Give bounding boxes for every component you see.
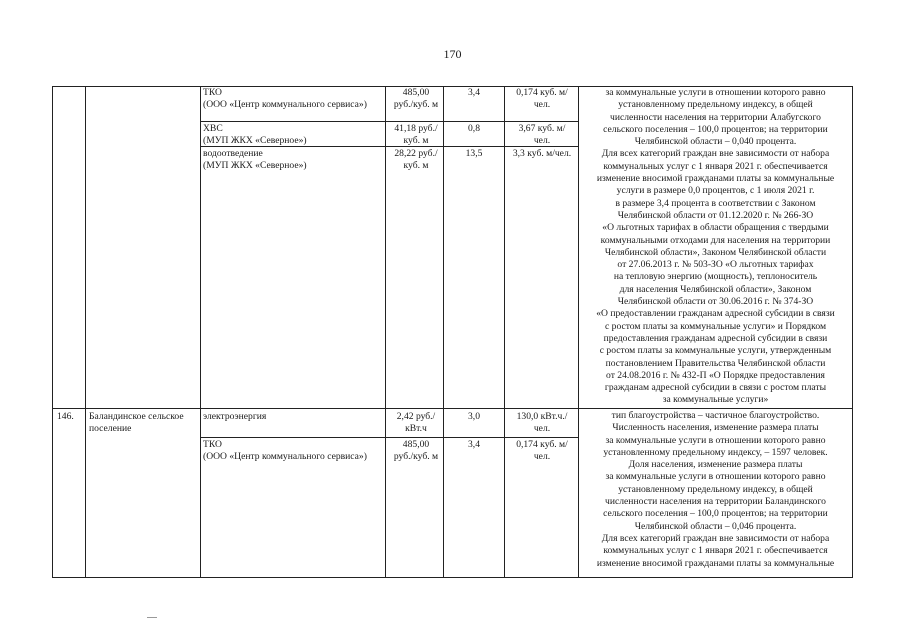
settlement-name: Баландинское сельское поселение (89, 411, 184, 435)
description-line: «О льготных тарифах в области обращения с твердыми (602, 222, 829, 234)
description-146 (580, 410, 851, 570)
column-divider (852, 86, 853, 578)
description-line: численности населения на территории Баландинского (605, 496, 826, 508)
description-line: «О предоставлении гражданам адресной субсидии в связи (596, 308, 835, 320)
description-line: на тепловую энергию (мощность), теплоноситель (613, 271, 818, 283)
description-line: за коммунальные услуги в отношении которого равно (605, 87, 826, 98)
index-electricity: 3,0 (468, 411, 480, 422)
description-line: Численность населения, изменение размера платы (612, 422, 819, 434)
description-line: сельского поселения – 100,0 процентов; на территории (603, 508, 828, 520)
column-divider (443, 86, 444, 578)
subrow-divider (200, 121, 578, 122)
description-line: тип благоустройства – частичное благоустройство. (611, 410, 820, 421)
description-line: от 27.06.2013 г. № 503-ЗО «О льготных тарифах (617, 259, 814, 271)
service-title: ХВС (203, 123, 223, 134)
norm-tko: 0,174 куб. м/чел. (516, 439, 568, 463)
column-divider (385, 86, 386, 578)
description-line: Челябинской области – 0,046 процента. (634, 520, 797, 532)
index-hvs: 0,8 (468, 123, 480, 134)
description-line: сельского поселения – 100,0 процентов; на территории (603, 123, 828, 135)
service-provider: (ООО «Центр коммунального сервиса») (203, 451, 367, 463)
description-line: услуги в размере 0,0 процентов, с 1 июля 2021 г. (616, 185, 815, 197)
service-name-tko (203, 87, 381, 112)
norm-electricity: 130,0 кВт.ч./чел. (516, 411, 568, 435)
description-line: Для всех категорий граждан вне зависимости от набора (601, 532, 830, 544)
description-line: установленному предельному индексу, – 1597 человек. (603, 446, 828, 458)
service-title: ТКО (203, 439, 222, 450)
norm-hvs: 3,67 куб. м/чел. (518, 123, 566, 147)
subrow-divider (200, 437, 578, 438)
description-line: изменение вносимой гражданами платы за коммунальные (596, 557, 835, 569)
description-line: в размере 3,4 процента в соответствии с Законом (615, 197, 816, 209)
description-line: численности населения на территории Алабугского (610, 111, 821, 123)
scan-mark (147, 617, 157, 618)
column-divider (200, 86, 201, 578)
description-line: для населения Челябинской области», Законом (619, 283, 812, 295)
description-line: с ростом платы за коммунальные услуги, утвержденным (599, 345, 832, 357)
table-bottom-border (52, 577, 853, 578)
column-divider (52, 86, 53, 578)
description-line: коммунальных услуг с 1 января 2021 г. обеспечивается (603, 160, 828, 172)
description-line: коммунальных услуг с 1 января 2021 г. обеспечивается (603, 545, 828, 557)
tariff-sewage: 28,22 руб./куб. м (394, 148, 438, 172)
service-name-hvs (203, 123, 381, 148)
description-line: от 24.08.2016 г. № 432-П «О Порядке предоставления (606, 369, 825, 381)
description-145 (580, 87, 851, 407)
description-line: за коммунальные услуги в отношении которого равно (605, 434, 826, 446)
column-divider (578, 86, 579, 578)
tariff-electricity: 2,42 руб./кВт.ч (396, 411, 436, 435)
service-name-tko (203, 439, 381, 464)
service-provider: (ООО «Центр коммунального сервиса») (203, 99, 367, 111)
description-line: Челябинской области – 0,040 процента. (634, 136, 797, 148)
service-title: ТКО (203, 87, 222, 98)
norm-tko: 0,174 куб. м/чел. (516, 87, 568, 111)
description-line: Челябинской области от 30.06.2016 г. № 374-ЗО (617, 296, 814, 308)
description-line: Челябинской области от 01.12.2020 г. № 266-ЗО (617, 209, 814, 221)
page-number: 170 (443, 47, 462, 61)
description-line: постановлением Правительства Челябинской области (605, 357, 826, 369)
description-line: изменение вносимой гражданами платы за коммунальные (596, 173, 835, 185)
service-provider: (МУП ЖКХ «Северное») (203, 160, 307, 172)
tariff-tko: 485,00 руб./куб. м (393, 87, 439, 111)
norm-sewage: 3,3 куб. м/чел. (512, 148, 572, 159)
description-line: Челябинской области», Законом Челябинской области (604, 246, 827, 258)
index-tko: 3,4 (468, 439, 480, 450)
column-divider (504, 86, 505, 578)
service-name-sewage (203, 148, 381, 173)
tariff-hvs: 41,18 руб./куб. м (394, 123, 438, 147)
description-line: коммунальными отходами для населения на территории (600, 234, 831, 246)
description-line: гражданам адресной субсидии в связи с ростом платы (604, 382, 827, 394)
description-line: Для всех категорий граждан вне зависимости от набора (601, 148, 830, 160)
description-line: за коммунальные услуги» (662, 394, 769, 406)
service-title: водоотведение (203, 148, 263, 159)
row-divider (52, 408, 853, 409)
tariff-table (52, 86, 853, 578)
description-line: за коммунальные услуги в отношении которого равно (605, 471, 826, 483)
description-line: Доля населения, изменение размера платы (628, 459, 803, 471)
description-line: установленному предельному индексу, в общей (618, 483, 813, 495)
index-sewage: 13,5 (465, 148, 483, 159)
description-line: установленному предельному индексу, в общей (618, 99, 813, 111)
description-line: предоставления гражданам адресной субсидии в связи (603, 332, 828, 344)
tariff-tko: 485,00 руб./куб. м (393, 439, 439, 463)
service-provider: (МУП ЖКХ «Северное») (203, 135, 307, 147)
row-number: 146. (57, 411, 74, 422)
description-line: с ростом платы за коммунальные услуги» и Порядком (604, 320, 827, 332)
column-divider (85, 86, 86, 578)
index-tko: 3,4 (468, 87, 480, 98)
service-name-electricity: электроэнергия (203, 411, 267, 422)
